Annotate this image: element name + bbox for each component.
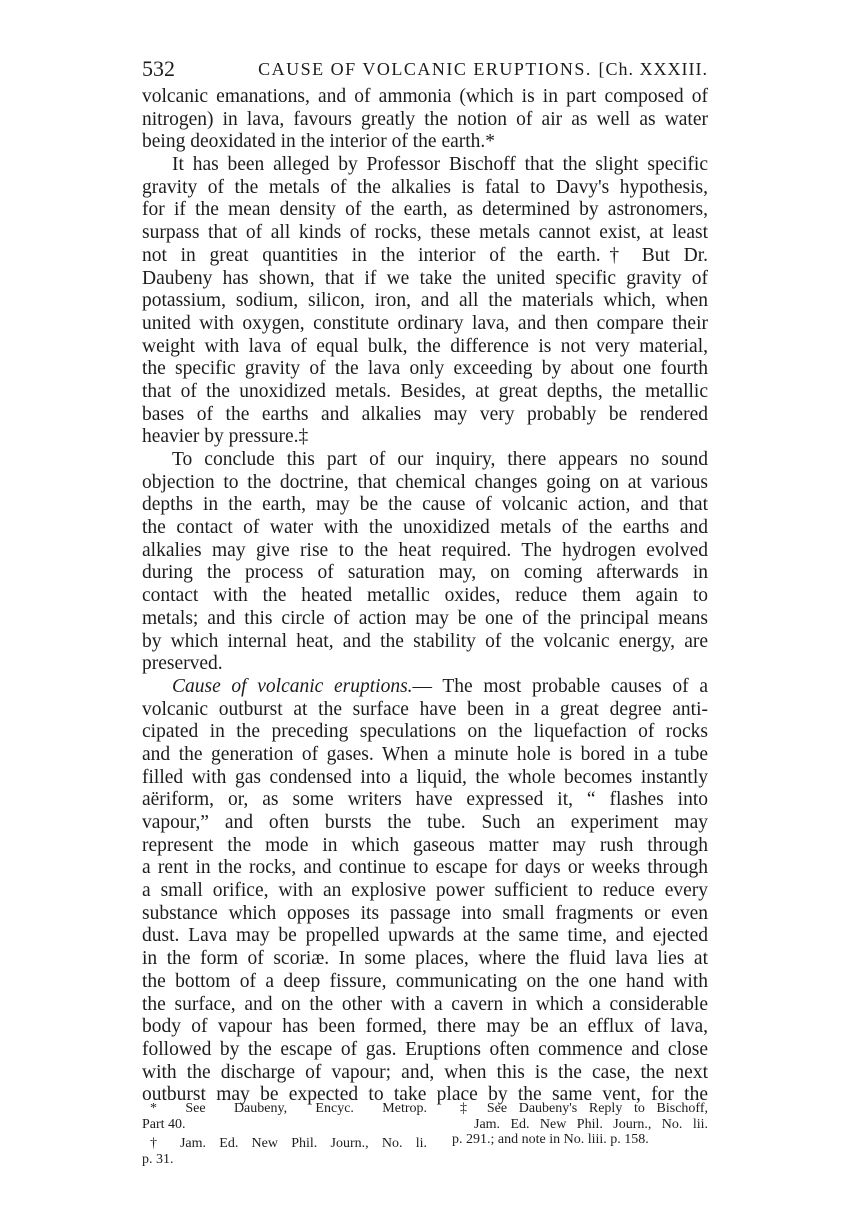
footnote-line: Part 40. bbox=[142, 1116, 186, 1132]
text-line: during the process of saturation may, on coming afterwards in bbox=[142, 562, 708, 584]
text-line: a small orifice, with an explosive power sufficient to reduce every bbox=[142, 880, 708, 902]
text-line: outburst may be expected to take place by the same vent, for the bbox=[142, 1084, 708, 1106]
text-line: nitrogen) in lava, favours greatly the notion of air as well as water bbox=[142, 108, 708, 130]
text-line: the surface, and on the other with a cavern in which a considerable bbox=[142, 993, 708, 1015]
text-line: and the generation of gases. When a minute hole is bored in a tube bbox=[142, 743, 708, 765]
footnote-line: * See Daubeny, Encyc. Metrop. bbox=[150, 1101, 427, 1116]
chapter-reference: [Ch. XXXIII. bbox=[598, 59, 708, 79]
paragraph-start: To conclude this part of our inquiry, there appears no sound bbox=[172, 449, 708, 470]
running-header bbox=[142, 56, 708, 84]
text-line: aëriform, or, as some writers have expressed it, “ flashes into bbox=[142, 789, 708, 811]
text-line: followed by the escape of gas. Eruptions often commence and close bbox=[142, 1038, 708, 1060]
text-line: represent the mode in which gaseous matter may rush through bbox=[142, 834, 708, 856]
text-line: a rent in the rocks, and continue to escape for days or weeks through bbox=[142, 857, 708, 879]
footnote-line: ‡ See Daubeny's Reply to Bischoff, bbox=[460, 1101, 708, 1116]
text-line: volcanic outburst at the surface have been in a great degree anti- bbox=[142, 698, 708, 720]
running-title: CAUSE OF VOLCANIC ERUPTIONS. bbox=[258, 59, 592, 79]
text-line: contact with the heated metallic oxides, reduce them again to bbox=[142, 585, 708, 607]
text-line: metals; and this circle of action may be one of the principal means bbox=[142, 607, 708, 629]
text-line: potassium, sodium, silicon, iron, and all the materials which, when bbox=[142, 290, 708, 312]
text-line: depths in the earth, may be the cause of volcanic action, and that bbox=[142, 494, 708, 516]
text-line: that of the unoxidized metals. Besides, at great depths, the metallic bbox=[142, 380, 708, 402]
text-line: bases of the earths and alkalies may very probably be rendered bbox=[142, 403, 708, 425]
footnote-column-left bbox=[142, 1101, 427, 1167]
footnote-line: Jam. Ed. New Phil. Journ., No. lii. bbox=[474, 1116, 708, 1132]
footnote-line: p. 31. bbox=[142, 1151, 174, 1167]
text-line: surpass that of all kinds of rocks, these metals cannot exist, at least bbox=[142, 222, 708, 244]
text-line: by which internal heat, and the stability of the volcanic energy, are bbox=[142, 630, 708, 652]
text-line: gravity of the metals of the alkalies is fatal to Davy's hypothesis, bbox=[142, 176, 708, 198]
text-line: united with oxygen, constitute ordinary lava, and then compare their bbox=[142, 312, 708, 334]
text-line: in the form of scoriæ. In some places, where the fluid lava lies at bbox=[142, 948, 708, 970]
text-line: not in great quantities in the interior of the earth.† But Dr. bbox=[142, 244, 708, 266]
section-heading-line bbox=[142, 676, 708, 699]
text-line: alkalies may give rise to the heat required. The hydrogen evolved bbox=[142, 539, 708, 561]
footnote-column-right bbox=[452, 1101, 708, 1148]
text-line: the bottom of a deep fissure, communicating on the one hand with bbox=[142, 970, 708, 992]
text-line: weight with lava of equal bulk, the difference is not very material, bbox=[142, 335, 708, 357]
text-line: cipated in the preceding speculations on the liquefaction of rocks bbox=[142, 721, 708, 743]
paragraph-start: It has been alleged by Professor Bischoff that the slight specific bbox=[172, 154, 708, 176]
text-line: with the discharge of vapour; and, when this is the case, the next bbox=[142, 1061, 708, 1083]
text-line: for if the mean density of the earth, as determined by astronomers, bbox=[142, 199, 708, 221]
footnote-line: p. 291.; and note in No. liii. p. 158. bbox=[452, 1132, 649, 1147]
text-line: body of vapour has been formed, there may be an efflux of lava, bbox=[142, 1016, 708, 1038]
body-text bbox=[142, 86, 708, 1107]
text-line: substance which opposes its passage into small fragments or even bbox=[142, 902, 708, 924]
text-line: — The most probable causes of a bbox=[412, 675, 708, 697]
footnote-line: † Jam. Ed. New Phil. Journ., No. li. bbox=[150, 1136, 427, 1151]
text-line: filled with gas condensed into a liquid, the whole becomes instantly bbox=[142, 766, 708, 788]
text-line: dust. Lava may be propelled upwards at the same time, and ejected bbox=[142, 925, 708, 947]
text-line: vapour,” and often bursts the tube. Such an experiment may bbox=[142, 812, 708, 833]
text-line: preserved. bbox=[142, 653, 223, 675]
page-number: 532 bbox=[142, 56, 175, 81]
text-line: heavier by pressure.‡ bbox=[142, 426, 309, 448]
text-line: the contact of water with the unoxidized metals of the earths and bbox=[142, 517, 708, 539]
text-line: Daubeny has shown, that if we take the united specific gravity of bbox=[142, 267, 708, 289]
text-line: objection to the doctrine, that chemical changes going on at various bbox=[142, 471, 708, 493]
text-line: volcanic emanations, and of ammonia (which is in part composed of bbox=[142, 86, 708, 107]
section-heading: Cause of volcanic eruptions. bbox=[172, 675, 413, 697]
text-line: the specific gravity of the lava only exceeding by about one fourth bbox=[142, 358, 708, 380]
text-line: being deoxidated in the interior of the earth.* bbox=[142, 131, 496, 153]
